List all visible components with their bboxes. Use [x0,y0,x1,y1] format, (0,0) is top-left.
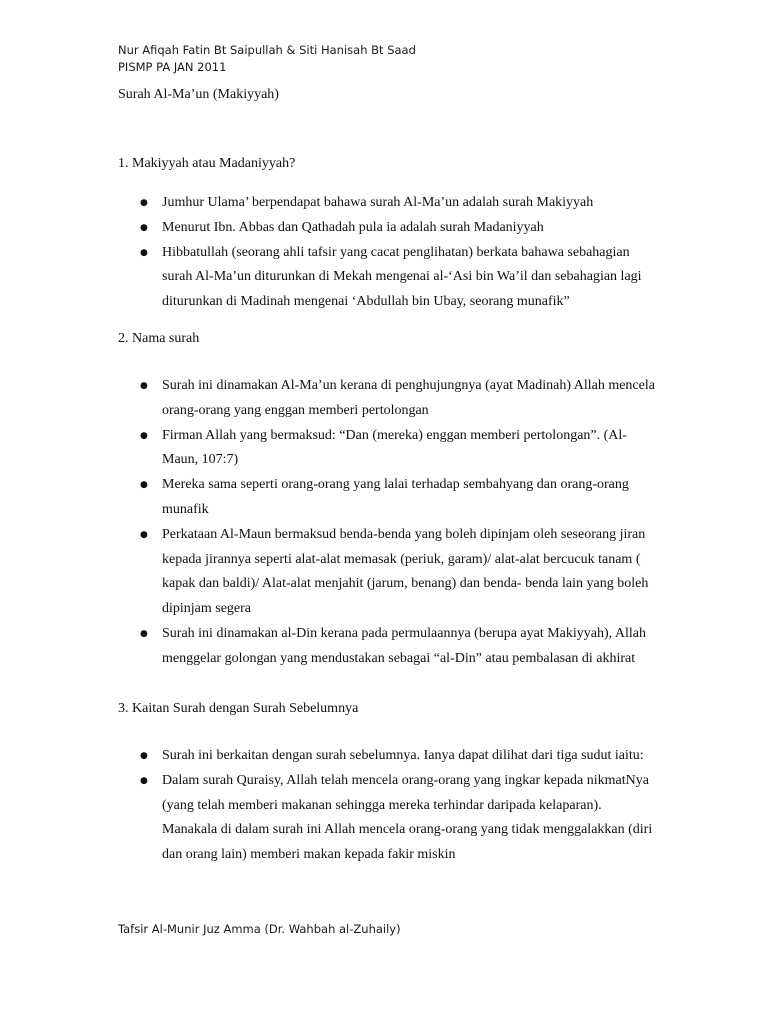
section-heading: 3. Kaitan Surah dengan Surah Sebelumnya [118,701,359,716]
bullet-icon: ● [140,775,148,786]
document-title: Surah Al-Ma’un (Makiyyah) [118,87,279,102]
section-heading: 2. Nama surah [118,331,200,346]
bullet-icon: ● [140,222,148,233]
list-item-text: Jumhur Ulama’ berpendapat bahawa surah Al-Ma’un adalah surah Makiyyah [162,195,594,210]
header-program: PISMP PA JAN 2011 [118,60,227,74]
bullet-icon: ● [140,430,148,441]
bullet-icon: ● [140,198,148,208]
list-item-text: Surah ini dinamakan Al-Ma’un kerana di penghujungnya (ayat Madinah) Allah mencela orang-orang yang enggan memberi pertolongan [162,378,655,418]
document-header [118,42,416,76]
section-makiyyah-madaniyyah [118,155,658,315]
bullet-list [118,744,658,868]
section-kaitan-surah [118,700,658,868]
list-item [118,523,658,622]
list-item [118,241,658,315]
bullet-icon: ● [140,529,148,540]
section-heading: 1. Makiyyah atau Madaniyyah? [118,156,296,171]
bullet-icon: ● [140,247,148,258]
section-nama-surah [118,330,658,672]
list-item-text: Menurut Ibn. Abbas dan Qathadah pula ia adalah surah Madaniyyah [162,219,544,235]
document-footer: Tafsir Al-Munir Juz Amma (Dr. Wahbah al-Zuhaily) [118,922,401,936]
list-item-text: Hibbatullah (seorang ahli tafsir yang cacat penglihatan) berkata bahawa sebahagian surah Al-Ma’un diturunkan di Mekah mengenai al-‘Asi bin Wa’il dan sebahagian lagi diturunkan di Madinah mengenai ‘Abdullah bin Ubay, seorang munafik” [162,244,642,310]
list-item [118,769,658,868]
list-item [118,473,658,523]
bullet-list [118,374,658,672]
bullet-icon: ● [140,381,148,391]
bullet-icon: ● [140,751,148,761]
list-item-text: Firman Allah yang bermaksud: “Dan (mereka) enggan memberi pertolongan”. (Al-Maun, 107:7) [162,427,627,468]
list-item [118,622,658,672]
list-item-text: Surah ini berkaitan dengan surah sebelumnya. Ianya dapat dilihat dari tiga sudut iaitu: [162,748,644,763]
header-authors: Nur Afiqah Fatin Bt Saipullah & Siti Hanisah Bt Saad [118,43,416,57]
list-item-text: Dalam surah Quraisy, Allah telah mencela orang-orang yang ingkar kepada nikmatNya (yang telah memberi makanan sehingga mereka terhindar daripada kelaparan). Manakala di dalam surah ini Allah mencela orang-orang yang tidak menggalakkan (diri dan orang lain) memberi makan kepada fakir miskin [162,772,653,863]
list-item [118,424,658,474]
list-item [118,191,658,216]
list-item [118,374,658,424]
list-item [118,216,658,241]
bullet-list [118,191,658,315]
bullet-icon: ● [140,628,148,639]
list-item-text: Perkataan Al-Maun bermaksud benda-benda yang boleh dipinjam oleh seseorang jiran kepada jirannya seperti alat-alat memasak (periuk, garam)/ alat-alat bercucuk tanam ( kapak dan baldi)/ Alat-alat menjahit (jarum, benang) dan benda- benda lain yang boleh dipinjam segera [162,526,649,617]
list-item [118,744,658,769]
list-item-text: Surah ini dinamakan al-Din kerana pada permulaannya (berupa ayat Makiyyah), Allah menggelar golongan yang mendustakan sebagai “al-Din” atau pembalasan di akhirat [162,625,646,666]
bullet-icon: ● [140,480,148,491]
list-item-text: Mereka sama seperti orang-orang yang lalai terhadap sembahyang dan orang-orang munafik [162,477,629,517]
